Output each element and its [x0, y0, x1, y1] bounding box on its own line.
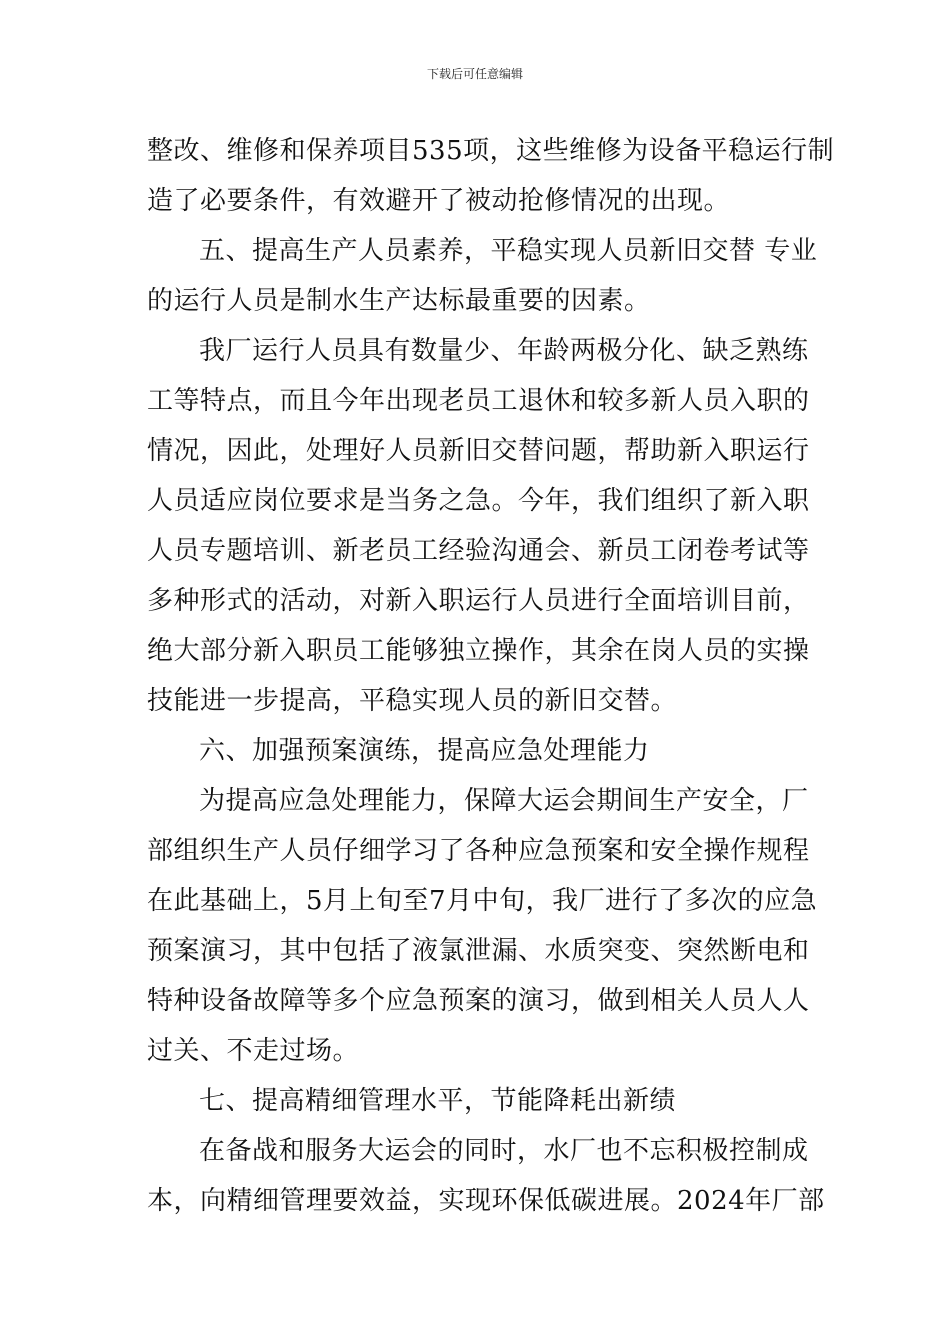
text-line: 在备战和服务大运会的同时，水厂也不忘积极控制成: [199, 1136, 809, 1166]
text-line: 部组织生产人员仔细学习了各种应急预案和安全操作规程: [147, 836, 810, 866]
text-line: 多种形式的活动，对新入职运行人员进行全面培训目前，: [147, 586, 810, 616]
text-line: 情况，因此，处理好人员新旧交替问题，帮助新入职运行: [147, 436, 810, 466]
text-line: 我厂运行人员具有数量少、年龄两极分化、缺乏熟练: [199, 336, 809, 366]
text-line: 人员适应岗位要求是当务之急。今年，我们组织了新入职: [147, 486, 810, 516]
text-line: 过关、不走过场。: [147, 1036, 360, 1066]
text-line: 整改、维修和保养项目535项，这些维修为设备平稳运行制: [147, 136, 835, 166]
document-body: [147, 126, 835, 1226]
text-line: 特种设备故障等多个应急预案的演习，做到相关人员人人: [147, 986, 810, 1016]
text-line: 本，向精细管理要效益，实现环保低碳进展。2024年厂部: [147, 1186, 825, 1216]
text-line: 的运行人员是制水生产达标最重要的因素。: [147, 286, 651, 316]
section-heading: 六、加强预案演练，提高应急处理能力: [199, 736, 650, 766]
text-line: 为提高应急处理能力，保障大运会期间生产安全，厂: [199, 786, 809, 816]
section-heading: 五、提高生产人员素养，平稳实现人员新旧交替 专业: [199, 236, 818, 266]
text-line: 人员专题培训、新老员工经验沟通会、新员工闭卷考试等: [147, 536, 810, 566]
text-line: 预案演习，其中包括了液氯泄漏、水质突变、突然断电和: [147, 936, 810, 966]
section-heading: 七、提高精细管理水平，节能降耗出新绩: [199, 1086, 677, 1116]
page-header: 下载后可任意编辑: [426, 67, 523, 81]
text-line: 技能进一步提高，平稳实现人员的新旧交替。: [147, 686, 678, 716]
text-line: 工等特点，而且今年出现老员工退休和较多新人员入职的: [147, 386, 810, 416]
text-line: 造了必要条件，有效避开了被动抢修情况的出现。: [147, 186, 731, 216]
text-line: 在此基础上，5月上旬至7月中旬，我厂进行了多次的应急: [147, 886, 818, 916]
text-line: 绝大部分新入职员工能够独立操作，其余在岗人员的实操: [147, 636, 810, 666]
